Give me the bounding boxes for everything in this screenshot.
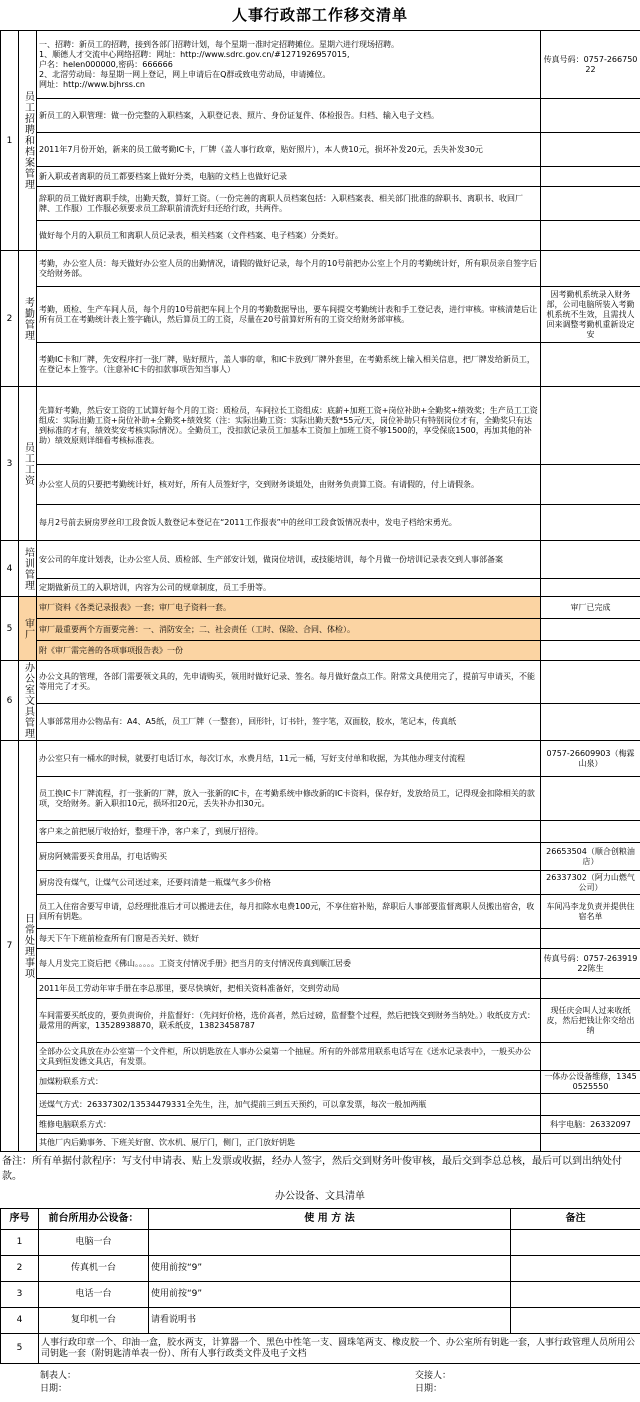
task-description	[37, 641, 541, 661]
equipment-row	[1, 1308, 640, 1334]
task-line: 员工入住宿舍要写申请，总经理批准后才可以搬进去住，每月扣除水电费100元，不享住宿补贴，辞职后人事部要监督离职人员搬出宿舍，收回所有钥匙。	[39, 902, 538, 922]
task-description	[37, 1116, 541, 1134]
task-description	[37, 704, 541, 741]
task-description	[37, 579, 541, 597]
task-line: 办公文具的管理，各部门需要领文具的，先申请购买，领用时做好记录、签名。每月做好盘点工作。附常文具使用完了，提前写申请买，不能等用完了才买。	[39, 672, 538, 692]
task-row	[1, 99, 640, 133]
task-description	[37, 895, 541, 929]
task-description	[37, 1094, 541, 1116]
signature-area	[0, 1364, 640, 1402]
task-line: 每天下午下班前检查所有门窗是否关好、锁好	[39, 934, 538, 944]
equipment-num: 5	[1, 1334, 39, 1364]
task-row	[1, 843, 640, 871]
equipment-item: 传真机一台	[39, 1256, 149, 1282]
equipment-num: 4	[1, 1308, 39, 1334]
task-line: 客户来之前把展厅收拾好，整理干净，客户来了，到展厅招待。	[39, 827, 538, 837]
document-title: 人事行政部工作移交清单	[0, 0, 640, 30]
task-description	[37, 287, 541, 343]
task-line: 审厂最重要两个方面要完善：一、消防安全；二、社会责任（工时、保险、合同、体检）。	[39, 625, 538, 635]
task-description	[37, 187, 541, 221]
task-description	[37, 979, 541, 999]
task-description	[37, 1071, 541, 1094]
task-line: 厨房阿姨需要买食用品，打电话购买	[39, 852, 538, 862]
task-line: 附《审厂需完善的各项事项报告表》一份	[39, 646, 538, 656]
task-description	[37, 541, 541, 579]
equipment-row	[1, 1230, 640, 1256]
task-row	[1, 999, 640, 1043]
task-note	[541, 579, 640, 597]
task-row	[1, 641, 640, 661]
task-line: 考勤，办公室人员：每天做好办公室人员的出勤情况，请假的做好记录，每个月的10号前把办公室上个月的考勤统计好，所有职员亲自签字后交给财务部。	[39, 259, 538, 279]
task-description	[37, 661, 541, 704]
header-num: 序号	[1, 1209, 39, 1230]
task-note	[541, 929, 640, 949]
task-note: 26337302（阿力山燃气公司）	[541, 871, 640, 895]
equipment-table	[0, 1208, 640, 1364]
task-row	[1, 871, 640, 895]
task-line: 2011年7月份开始，新来的员工做考勤IC卡，厂牌（盖人事行政章，贴好照片），本人费10元，损坏补发20元，丢失补发30元	[39, 145, 538, 155]
task-line: 1、顺德人才交流中心网络招聘：网址：http://www.sdrc.gov.cn/#1271926957015,	[39, 50, 538, 60]
task-note	[541, 777, 640, 821]
header-usage: 使 用 方 法	[149, 1209, 511, 1230]
task-line: 加煤粉联系方式：	[39, 1077, 538, 1087]
task-row	[1, 167, 640, 187]
task-note	[541, 1094, 640, 1116]
equipment-usage	[149, 1230, 511, 1256]
task-row	[1, 387, 640, 465]
equipment-row	[1, 1282, 640, 1308]
task-note: 车间冯李龙负责并提供住宿名单	[541, 895, 640, 929]
task-description	[37, 31, 541, 99]
task-description	[37, 843, 541, 871]
task-note	[541, 541, 640, 579]
task-row	[1, 31, 640, 99]
task-description	[37, 1043, 541, 1071]
task-line: 考勤IC卡和厂牌，先安程序打一张厂牌，贴好照片，盖人事的章，和IC卡放到厂牌外套里，在考勤系统上输入相关信息，把厂牌发给新员工，在登记本上签字。（注意补IC卡的扣款事项告知当事人）	[39, 355, 538, 375]
task-note: 传真号码：0757-26391922陈生	[541, 949, 640, 979]
task-line: 一、招聘：新员工的招聘，接到各部门招聘计划，每个星期一准时定招聘摊位。星期六进行现场招聘。	[39, 40, 538, 50]
task-line: 办公室只有一桶水的时候，就要打电话订水，每次订水，水费月结，11元一桶，写好支付单和收据，为其他办理支付流程	[39, 754, 538, 764]
header-remark: 备注	[511, 1209, 640, 1230]
task-row	[1, 1134, 640, 1152]
task-row	[1, 465, 640, 505]
task-line: 定期做新员工的入职培训，内容为公司的规章制度，员工手册等。	[39, 583, 538, 593]
task-note	[541, 387, 640, 465]
task-line: 每人月发完工资后把《佛山。。。。。工资支付情况手册》把当月的支付情况传真到顺江居委	[39, 959, 538, 969]
task-row	[1, 619, 640, 641]
equipment-item: 电话一台	[39, 1282, 149, 1308]
equipment-num: 3	[1, 1282, 39, 1308]
task-line: 户名：helen000000,密码：666666	[39, 60, 538, 70]
task-note	[541, 251, 640, 287]
equipment-usage: 使用前按“9”	[149, 1256, 511, 1282]
task-row	[1, 979, 640, 999]
task-note	[541, 465, 640, 505]
task-description	[37, 251, 541, 287]
maker-label: 制表人：	[40, 1368, 76, 1381]
task-row	[1, 343, 640, 387]
task-row	[1, 597, 640, 619]
task-note	[541, 979, 640, 999]
task-description	[37, 949, 541, 979]
task-line: 车间需要买纸皮的，要负责询价，并监督好：（先问好价格，选价高者，然后过磅，监督整个过程，然后把钱交到财务当纳处。）收纸皮方式：最常用的两家，13528938870，联禾纸皮，13823458787	[39, 1011, 538, 1031]
task-note	[541, 505, 640, 541]
equipment-usage: 请看说明书	[149, 1308, 511, 1334]
remark-note: 备注：所有单据付款程序：写支付申请表、贴上发票或收据，经办人签字，然后交到财务叶俊审核，最后交到李总总核，最后可以到出纳处付款。	[0, 1152, 640, 1186]
task-line: 其他厂内后勤事务、下班关好窗、饮水机、展厅门，侧门，正门放好钥匙	[39, 1138, 538, 1148]
stationery-list: 人事行政印章一个、印油一盒，胶水两支，计算器一个、黑色中性笔一支、圆珠笔两支、橡皮胶一个、办公室所有钥匙一套，人事行政管理人员所用公司钥匙一套（附钥匙清单表一份）、所有人事行政类文件及电子文档	[39, 1334, 640, 1364]
task-description	[37, 99, 541, 133]
task-row	[1, 579, 640, 597]
header-item: 前台所用办公设备：	[39, 1209, 149, 1230]
task-note: 科宇电脑：26332097	[541, 1116, 640, 1134]
task-note	[541, 99, 640, 133]
equipment-remark	[511, 1308, 640, 1334]
task-note: 审厂已完成	[541, 597, 640, 619]
task-note: 一体办公设备维修，13450525550	[541, 1071, 640, 1094]
task-description	[37, 1134, 541, 1152]
task-row	[1, 505, 640, 541]
equipment-item: 电脑一台	[39, 1230, 149, 1256]
section-category: 审厂	[19, 597, 37, 661]
task-description	[37, 999, 541, 1043]
task-note	[541, 187, 640, 221]
section-number: 4	[1, 541, 19, 597]
task-row	[1, 221, 640, 251]
task-line: 人事部常用办公物品有：A4、A5纸，员工厂牌（一整套），回形针，订书针，签字笔，双面胶，胶水，笔记本，传真纸	[39, 717, 538, 727]
task-line: 厨房没有煤气，让煤气公司送过来，还要问清楚一瓶煤气多少价格	[39, 878, 538, 888]
equipment-remark	[511, 1282, 640, 1308]
task-line: 2011年员工劳动年审手册在李总那里，要尽快填好，把相关资料准备好，交到劳动局	[39, 984, 538, 994]
task-row	[1, 251, 640, 287]
equipment-num: 2	[1, 1256, 39, 1282]
task-row	[1, 1071, 640, 1094]
task-note	[541, 133, 640, 167]
task-note: 现任庆会叫人过来收纸皮，然后把钱让你交给出纳	[541, 999, 640, 1043]
equipment-num: 1	[1, 1230, 39, 1256]
equipment-usage: 使用前按“9”	[149, 1282, 511, 1308]
section-category: 日常处理事项	[19, 741, 37, 1152]
task-note	[541, 221, 640, 251]
task-line: 2、北滘劳动局：每星期一网上登记，网上申请后在Q群或致电劳动局，申请摊位。	[39, 70, 538, 80]
task-row	[1, 1116, 640, 1134]
receiver-date-label: 日期：	[415, 1381, 442, 1394]
task-row	[1, 741, 640, 777]
task-line: 新员工的入职管理：做一份完整的入职档案，入职登记表、照片、身份证复件、体检报告。归档、输入电子文档。	[39, 111, 538, 121]
task-line: 每月2号前去厨房罗丝印工段食饭人数登记本登记在“2011工作报表”中的丝印工段食饭情况表中，发电子档给宋勇光。	[39, 518, 538, 528]
task-row	[1, 777, 640, 821]
equipment-row	[1, 1256, 640, 1282]
equipment-header-row	[1, 1209, 640, 1230]
task-row	[1, 1094, 640, 1116]
section-category: 培训管理	[19, 541, 37, 597]
section-category: 考勤管理	[19, 251, 37, 387]
task-description	[37, 387, 541, 465]
task-row	[1, 949, 640, 979]
task-note	[541, 167, 640, 187]
task-note	[541, 1043, 640, 1071]
task-line: 员工换IC卡厂牌流程，打一张新的厂牌，放入一张新的IC卡，在考勤系统中修改新的IC卡资料，保存好，发放给员工，记得现金扣除相关的款项，交给财务。新入职扣10元，损坏扣20元，丢失补办扣30元。	[39, 789, 538, 809]
task-note	[541, 641, 640, 661]
task-line: 全部办公文具放在办公室第一个文件柜，所以钥匙放在人事办公桌第一个抽屉。所有的外部常用联系电话写在《送水记录表中》，一般买办公文具到恒发德文具店，有发票。	[39, 1047, 538, 1067]
task-note	[541, 821, 640, 843]
task-description	[37, 619, 541, 641]
task-row	[1, 1043, 640, 1071]
task-note	[541, 619, 640, 641]
task-description	[37, 871, 541, 895]
section-number: 2	[1, 251, 19, 387]
task-row	[1, 187, 640, 221]
section-number: 7	[1, 741, 19, 1152]
task-row	[1, 704, 640, 741]
task-description	[37, 133, 541, 167]
task-row	[1, 661, 640, 704]
task-note: 传真号码：0757-26675022	[541, 31, 640, 99]
task-line: 考勤，质检、生产车间人员，每个月的10号前把车间上个月的考勤数据导出，要车间提交考勤统计表和手工登记表，进行审核。审核清楚后让所有员工在考勤统计表上签字确认，然后算员工的工资，尽量在20号前算好所有的工资交给财务部审核。	[39, 305, 538, 325]
receiver-label: 交接人：	[415, 1368, 451, 1381]
task-note: 0757-26609903（梅霖山泉）	[541, 741, 640, 777]
task-note	[541, 1134, 640, 1152]
task-description	[37, 221, 541, 251]
task-row	[1, 287, 640, 343]
task-note: 26653504（顺合创粮油店）	[541, 843, 640, 871]
task-note: 因考勤机系统录入财务部，公司电脑所装入考勤机系统不生效，且需找人回来调整考勤机重新设定安	[541, 287, 640, 343]
equipment-remark	[511, 1230, 640, 1256]
task-description	[37, 465, 541, 505]
section-number: 5	[1, 597, 19, 661]
task-line: 审厂资料《各类记录报表》一套；审厂电子资料一套。	[39, 603, 538, 613]
task-row	[1, 895, 640, 929]
task-row	[1, 929, 640, 949]
task-description	[37, 929, 541, 949]
equipment-item: 复印机一台	[39, 1308, 149, 1334]
handover-table	[0, 30, 640, 1152]
section-number: 3	[1, 387, 19, 541]
section-category: 员工工资	[19, 387, 37, 541]
section-number: 1	[1, 31, 19, 251]
task-note	[541, 704, 640, 741]
task-line: 安公司的年度计划表，让办公室人员、质检部、生产部安计划，做岗位培训，或技能培训，每个月做一份培训记录表交到人事部备案	[39, 555, 538, 565]
equipment-row-stationery	[1, 1334, 640, 1364]
task-description	[37, 821, 541, 843]
task-line: 辞职的员工做好离职手续，出勤天数，算好工资。（一份完善的离职人员档案包括：入职档案表、相关部门批准的辞职书、离职书、收回厂牌、工作服）工作服必须要求员工辞职前清洗好归还给行政，共两件。	[39, 194, 538, 214]
task-row	[1, 821, 640, 843]
task-line: 网址：http://www.bjhrss.cn	[39, 80, 538, 90]
task-note	[541, 661, 640, 704]
equipment-remark	[511, 1256, 640, 1282]
equipment-title: 办公设备、文具清单	[0, 1186, 640, 1208]
maker-date-label: 日期：	[40, 1381, 67, 1394]
task-line: 做好每个月的入职员工和离职人员记录表，相关档案（文件档案、电子档案）分类好。	[39, 231, 538, 241]
section-number: 6	[1, 661, 19, 741]
task-line: 新入职或者离职的员工都要档案上做好分类，电脑的文档上也做好记录	[39, 172, 538, 182]
task-row	[1, 133, 640, 167]
task-line: 送煤气方式：26337302/13534479331全先生，注，加气提前三到五天预约，可以拿发票，每次一般加两瓶	[39, 1100, 538, 1110]
task-description	[37, 777, 541, 821]
task-line: 办公室人员的只要把考勤统计好，核对好，所有人员签好字，交到财务谈姐处，由财务负责算工资。有请假的，付上请假条。	[39, 480, 538, 490]
section-category: 办公室文具管理	[19, 661, 37, 741]
task-row	[1, 541, 640, 579]
task-description	[37, 505, 541, 541]
task-description	[37, 167, 541, 187]
task-description	[37, 741, 541, 777]
task-description	[37, 343, 541, 387]
section-category: 员工招聘和档案管理	[19, 31, 37, 251]
task-line: 先算好考勤，然后安工资的工试算好每个月的工资：质检员，车间拉长工资组成：底薪+加班工资+岗位补助+全勤奖+绩效奖；生产员工工资组成：实际出勤工资+岗位补助+全勤奖+绩效奖（注：实际出勤工资：实际出勤天数*55元/天，岗位补助只有特别岗位才有，全勤奖只有达到标准的才有，绩效奖安考核实际情况）。全勤员工，没扣款记录员工加基本工资加上加班工资不够1500的，享受保底1500，再加其他的补助）绩效原则详细看考核标准表。	[39, 406, 538, 446]
task-line: 维修电脑联系方式：	[39, 1120, 538, 1130]
task-description	[37, 597, 541, 619]
task-note	[541, 343, 640, 387]
